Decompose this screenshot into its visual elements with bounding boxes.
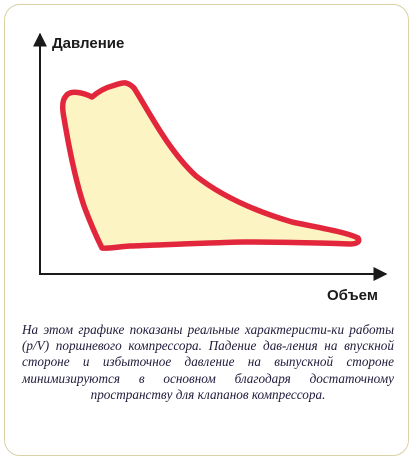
- x-axis-label: Объем: [327, 287, 378, 304]
- y-axis-label: Давление: [52, 35, 125, 52]
- pv-cycle-curve: [63, 83, 359, 248]
- figure-caption: На этом графике показаны реальные характеристи-ки работы (p/V) поршневого компрессора. Падение дав-ления на впускной стороне и избыточное давление на выпускной стороне минимизируются в основном благодаря достаточному пространству для клапанов компрессора.: [22, 322, 394, 402]
